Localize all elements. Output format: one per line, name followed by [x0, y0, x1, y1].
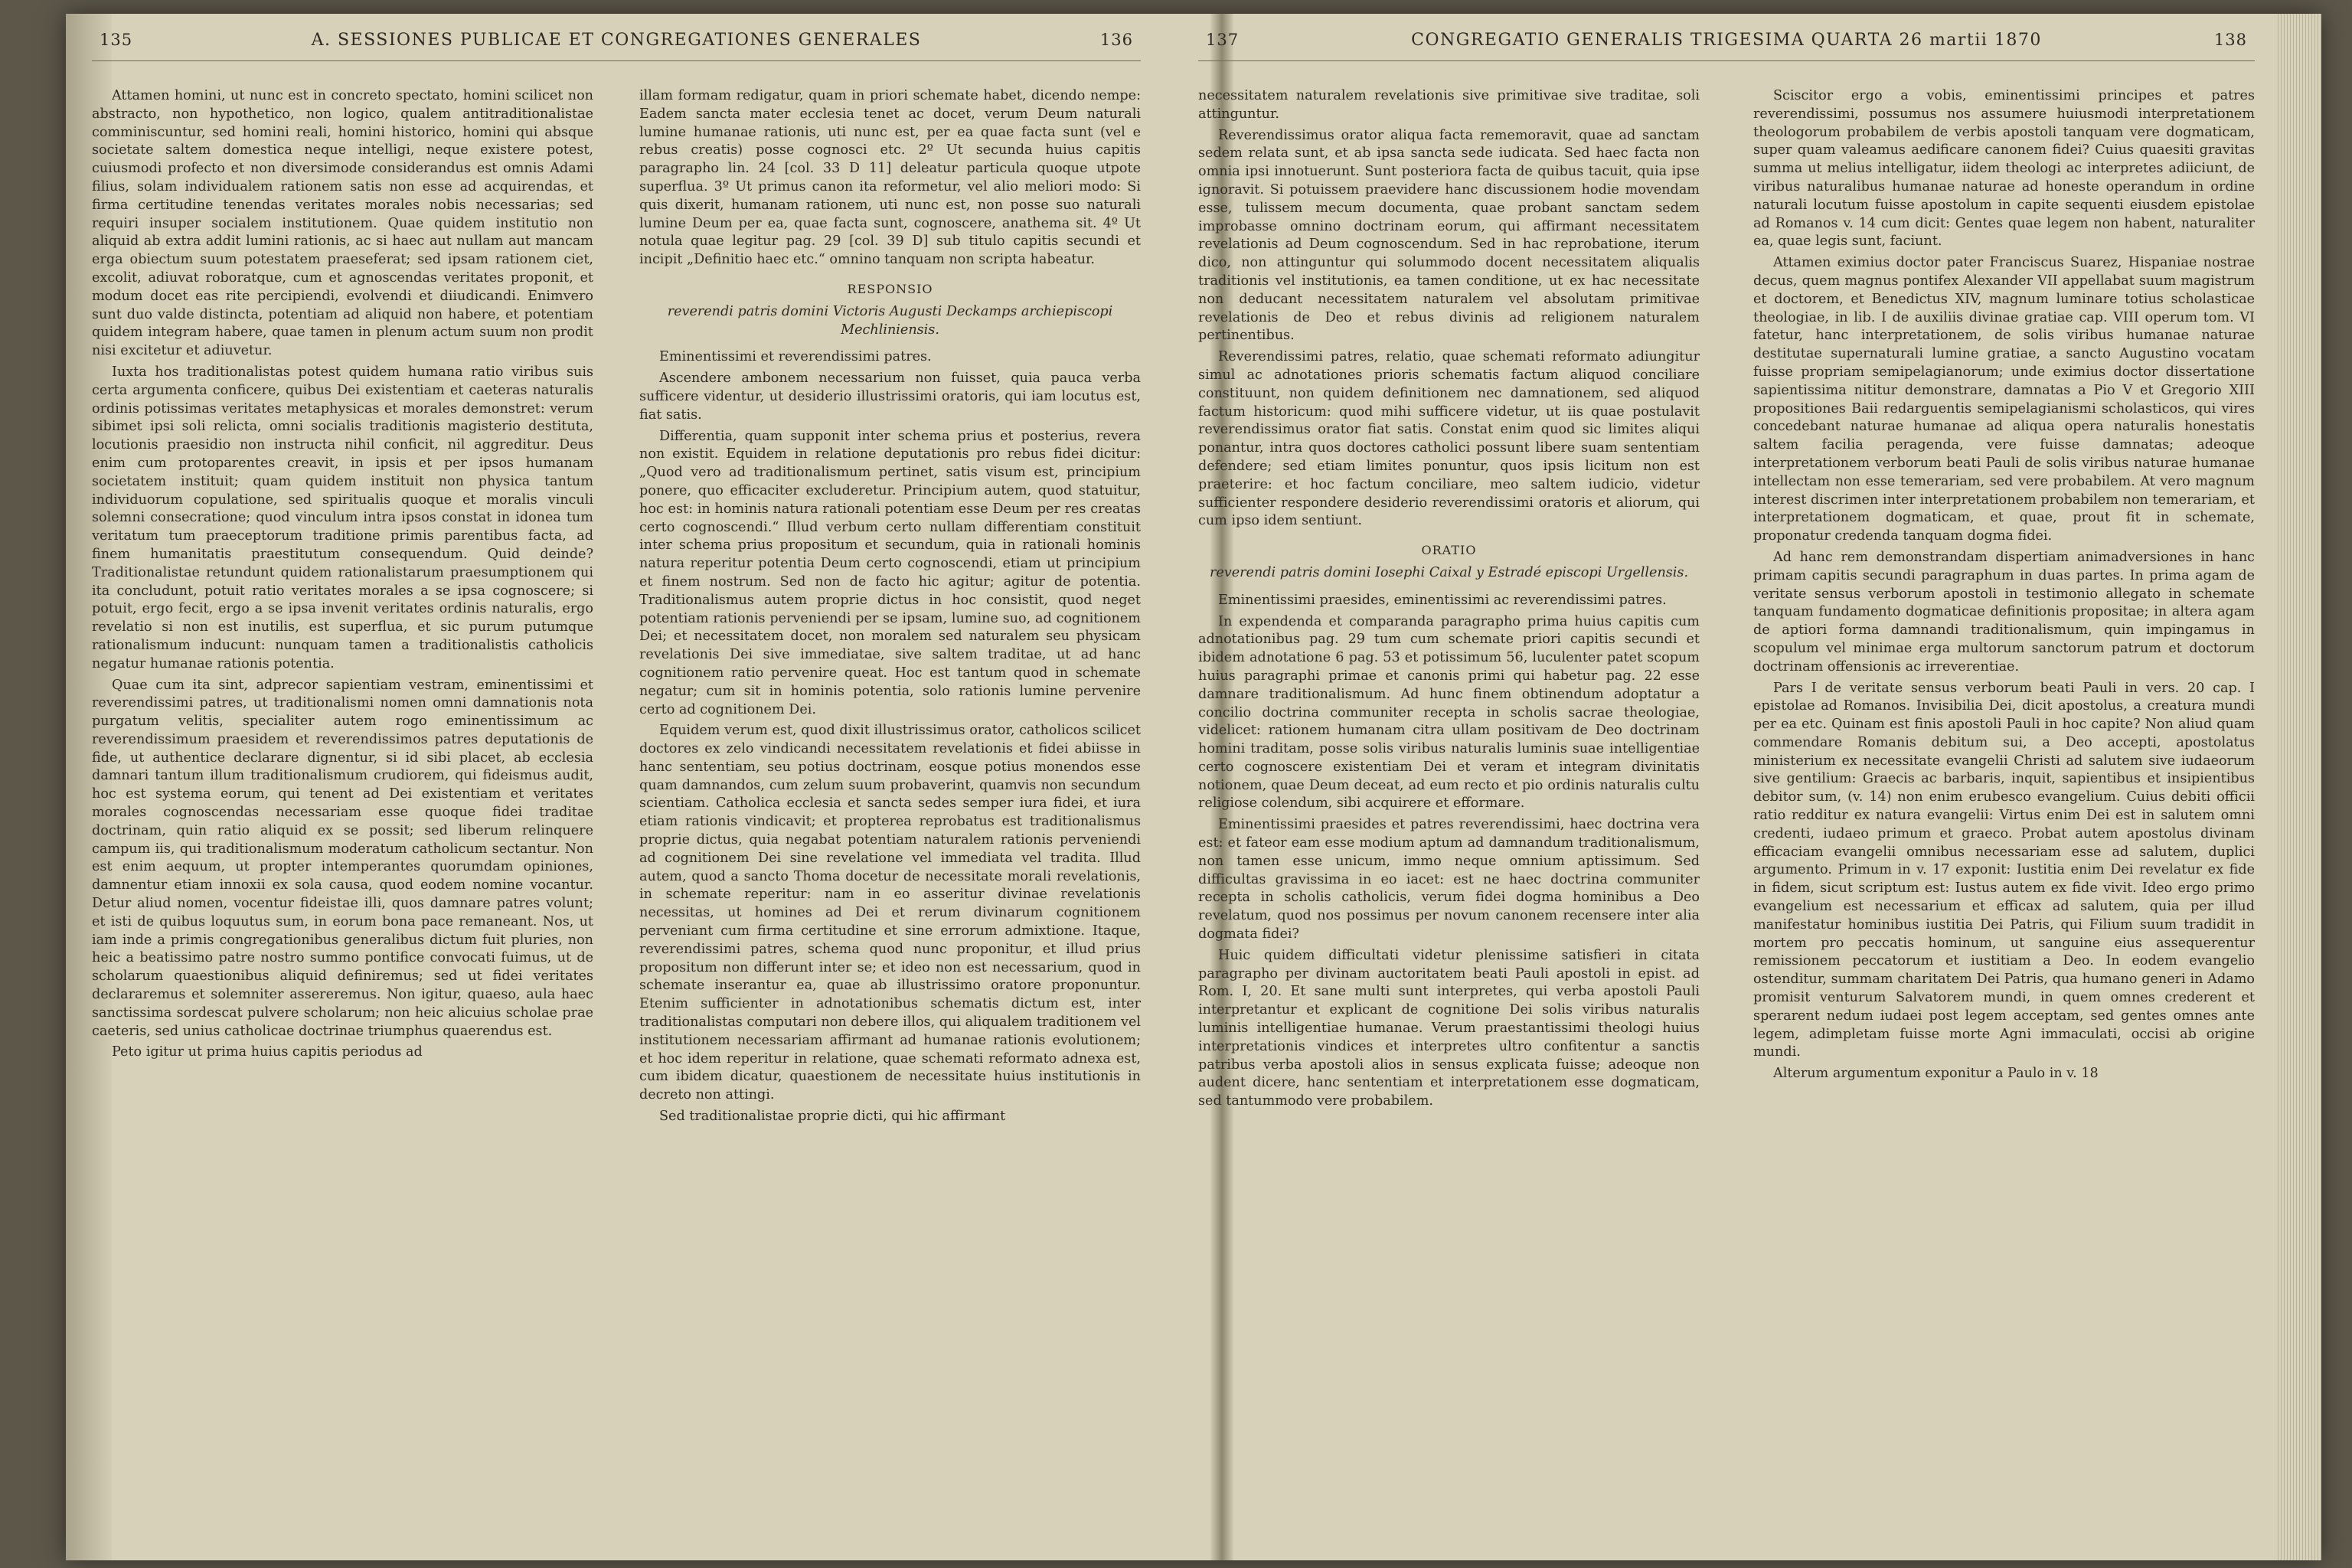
- paragraph: Ad hanc rem demonstrandam dispertiam animadversiones in hanc primam capitis secundi paragraphum in duas partes. In prima agam de veritate sensus verborum apostoli in testimonio allegato in schemate tanquam fundamento dogmaticae definitionis propositae; in altera agam de aptiori forma damnandi traditionalismum, quin impingamus in scopulum vel minimae erga multorum sanctorum patrum et doctorum doctrinam offensionis ac irreverentiae.: [1753, 549, 2255, 675]
- paragraph: Attamen eximius doctor pater Franciscus Suarez, Hispaniae nostrae decus, quem magnus pontifex Alexander VII appellabat suum magistrum et doctorem, et Benedictus XIV, magnum luminare totius scholasticae theologiae, in lib. I de auxiliis divinae gratiae cap. VIII operum tom. VI fatetur, hanc interpretationem, de solis viribus humanae naturae destitutae supernaturali lumine gratiae, a sancto Augustino vocatam fuisse propriam semipelagianorum; unde eximius doctor dissertatione sapientissima nititur demonstrare, damnatas a Pio V et Gregorio XIII propositiones Baii redarguentis semipelagianismi scholasticos, qui vires concedebant naturae humanae ad aliqua opera naturalis honestatis saltem facilia peragenda, vere fuisse damnatas; adeoque interpretationem verborum beati Pauli de solis viribus naturae humanae intellectam non esse temerariam, sed vere probabilem. At vero magnum interest discrimen inter interpretationem probabilem non temerariam, et interpretationem dogmaticam, et quae, prout fit in schemate, proponatur credenda tanquam dogma fidei.: [1753, 255, 2255, 544]
- right-running-head: [1198, 31, 2255, 61]
- paragraph: Differentia, quam supponit inter schema prius et posterius, revera non existit. Equidem in relatione deputationis pro rebus fidei dicitur: „Quod vero ad traditionalismum pertinet, satis visum est, principium ponere, quo efficaciter excluderetur. Principium autem, quod statuitur, hoc est: in hominis natura rationali potentiam esse Deum per res creatas certo cognoscendi.“ Illud verbum certo nullam differentiam constituit inter schema prius propositum et secundum, quia in rationali hominis natura reperitur potentia Deum certo cognoscendi, etiam ut principium et finem nostrum. Sed non de facto hic agitur; agitur de potentia. Traditionalismus autem proprie dictus in hoc consistit, quod neget potentiam rationis perveniendi per se ipsam, lumine suo, ad cognitionem Dei; et necessitatem docet, non moralem sed naturalem seu physicam revelationis Dei sive immediatae, sive saltem traditae, ut ad hanc cognitionem ratio pervenire queat. Hoc est tantum quod in schemate negatur; cum sit in hominis potentia, solo rationis lumine pervenire certo ad cognitionem Dei.: [639, 428, 1141, 717]
- right-page: [1198, 31, 2255, 1545]
- paragraph: necessitatem naturalem revelationis sive primitivae sive traditae, soli attinguntur.: [1198, 88, 1700, 122]
- paragraph: Peto igitur ut prima huius capitis periodus ad: [112, 1044, 423, 1060]
- paragraph: In expendenda et comparanda paragrapho prima huius capitis cum adnotationibus pag. 29 tum cum schemate priori capitis secundi et ibidem adnotatione 6 pag. 53 et potissimum 56, luculenter patet scopum huius paragraphi primae et canonis primi qui habetur pag. 22 esse damnare traditionalismum. Ad hunc finem obtinendum adoptatur a concilio doctrina communiter recepta in scholis sacrae theologiae, videlicet: rationem humanam citra ullam positivam de Deo doctrinam homini traditam, posse solis viribus naturalis luminis suae intelligentiae certo cognoscere existentiam Dei et veram et integram divinitatis notionem, quae Deum deceat, ad eum recto et pio ordinis naturalis cultu religiose colendum, sibi acquirere et efformare.: [1198, 613, 1700, 812]
- paragraph: Alterum argumentum exponitur a Paulo in v. 18: [1773, 1066, 2099, 1082]
- paragraph: illam formam redigatur, quam in priori schemate habet, dicendo nempe: Eadem sancta mater ecclesia tenet ac docet, verum Deum naturali lumine humanae rationis, uti nunc est, per ea quae facta sunt (vel e rebus creatis) posse cognosci etc. 2º Ut secunda huius capitis paragrapho lin. 24 [col. 33 D 11] deleatur particula quoque utpote superflua. 3º Ut primus canon ita reformetur, vel alio meliori modo: Si quis dixerit, humanam rationem, uti nunc est, non posse suo naturali lumine Deum per ea, quae facta sunt, cognoscere, anathema sit. 4º Ut notula quae legitur pag. 29 [col. 39 D] sub titulo capitis secundi et incipit „Definitio haec etc.“ omnino tanquam non scripta habeatur.: [639, 88, 1141, 268]
- paragraph: Reverendissimus orator aliqua facta rememoravit, quae ad sanctam sedem relata sunt, et ab ipsa sancta sede iudicata. Sed haec facta non omnia ipsi innotuerunt. Sunt posteriora facta de quibus tacuit, quia ipse ignoravit. Si potuissem praevidere hanc discussionem hodie movendam esse, tulissem mecum documenta, quae probant sanctam sedem improbasse omnino doctrinam eorum, qui affirmant necessitatem revelationis ad Deum cognoscendum. Sed in hac reprobatione, iterum dico, non attinguntur qui solummodo docent necessitatem aliqualis traditionis vel institutionis, ea tamen conditione, ut ex hac necessitate non deducant necessitatem naturalem vel absolutam primitivae revelationis de Deo et rebus divinis ad religionem naturalem pertinentibus.: [1198, 127, 1700, 344]
- paragraph: Eminentissimi praesides, eminentissimi ac reverendissimi patres.: [1218, 592, 1667, 608]
- paragraph: Sed traditionalistae proprie dicti, qui hic affirmant: [659, 1109, 1006, 1125]
- left-running-title: A. SESSIONES PUBLICAE ET CONGREGATIONES GENERALES: [311, 31, 922, 50]
- paragraph: Attamen homini, ut nunc est in concreto spectato, homini scilicet non abstracto, non hypothetico, non logico, qualem antitraditionalistae comminiscuntur, sed homini reali, homini historico, homini qui absque societate saltem domestica neque intelligi, neque existere potest, cuiusmodi profecto et non diversimode considerandus est omnis Adami filius, solam individualem rationem satis non esse ad acquirendas, et firma certitudine tenendas veritates morales nobis necessarias; sed requiri insuper socialem institutionem. Quae quidem institutio non aliquid ab extra addit lumini rationis, ac si haec aut nullam aut mancam erga obiectum suum potestatem praeseferat; sed ipsam rationem ciet, excolit, adiuvat roboratque, cum et agnoscendas veritates proponit, et modum docet eas rite percipiendi, evolvendi et diiudicandi. Enimvero sunt duo valde distincta, potentiam ad aliquid non habere, et potentiam quidem integram habere, quae tamen in plenum actum suum non prodit nisi excitetur et adiuvetur.: [92, 88, 593, 359]
- left-page: [92, 31, 1141, 1545]
- right-page-number-outer: 137: [1206, 31, 1240, 49]
- right-column-1: [1198, 87, 1700, 1114]
- right-running-title: CONGREGATIO GENERALIS TRIGESIMA QUARTA 26 martii 1870: [1411, 31, 2042, 50]
- paragraph: Pars I de veritate sensus verborum beati Pauli in vers. 20 cap. I epistolae ad Romanos. Invisibilia Dei, dicit apostolus, a creatura mundi per ea etc. Quinam est finis apostoli Pauli in hoc capite? Non aliud quam commendare Romanis debitum sui, a Deo accepti, apostolatus ministerium ex necessitate evangelii Christi ad salutem sive iudaeorum sive gentilium: Graecis ac barbaris, inquit, sapientibus et insipientibus debitor sum, (v. 14) non enim erubesco evangelium. Cuius debiti officii ratio redditur ex natura evangelii: Virtus enim Dei est in salutem omni credenti, iudaeo primum et graeco. Probat autem apostolus divinam efficaciam evangelii omnibus necessariam esse ad salutem, duplici argumento. Primum in v. 17 exponit: Iustitia enim Dei revelatur ex fide in fidem, sicut scriptum est: Iustus autem ex fide vivit. Ideo ergo primo evangelium est necessarium et efficax ad salutem, quia per illud manifestatur hominibus iustitia Dei Patris, qui Filium suum tradidit in mortem pro peccatis hominum, ut sanguine eius assequerentur remissionem peccatorum et iustitiam a Deo. In eodem evangelio ostenditur, summam charitatem Dei Patris, qua humano generi in Adamo promisit venturum Salvatorem mundi, in quem omnes crederent et sperarent nedum iudaei post legem acceptam, sed gentes omnes ante legem, adimpletam fuisse morte Agni immaculati, occisi ab origine mundi.: [1753, 680, 2255, 1060]
- paragraph: Equidem verum est, quod dixit illustrissimus orator, catholicos scilicet doctores ex zelo vindicandi necessitatem revelationis et fidei abiisse in hanc sententiam, seu potius doctrinam, eosque potius monendos esse quam damnandos, cum zelum suum probaverint, quamvis non secundum scientiam. Catholica ecclesia et sancta sedes semper iura fidei, et iura etiam rationis vindicavit; et propterea reprobatus est traditionalismus proprie dictus, quia negabat potentiam naturalem rationis perveniendi ad cognitionem Dei sine revelatione vel immediata vel tradita. Illud autem, quod a sancto Thoma docetur de necessitate morali revelationis, in schemate reperitur: nam in eo asseritur divinae revelationis necessitas, ut homines ad Dei et rerum divinarum cognitionem perveniant cum firma certitudine et sine errorum admixtione. Itaque, reverendissimi patres, schema quod nunc proponitur, et illud prius propositum non differunt inter se; et ideo non est necessarium, quod in schemate inserantur ea, quae ab illustrissimo oratore proponuntur. Etenim sufficienter in adnotationibus schematis dictum est, inter traditionalistas computari non debere illos, qui aliqualem traditionem vel institutionem necessariam affirmant ad humanae rationis evolutionem; et hoc idem reperitur in relatione, quae schemati reformato adnexa est, cum ibidem dicatur, quaestionem de necessitate huius institutionis in decreto non attingi.: [639, 723, 1141, 1103]
- section-heading: RESPONSIO: [847, 281, 933, 296]
- paragraph: Ascendere ambonem necessarium non fuisset, quia pauca verba sufficere videntur, ut desiderio illustrissimi oratoris, qui iam locutus est, fiat satis.: [639, 371, 1141, 423]
- paragraph: Iuxta hos traditionalistas potest quidem humana ratio viribus suis certa argumenta conficere, quibus Dei existentiam et caeteras naturalis ordinis potissimas veritates metaphysicas et morales demonstret: verum sibimet ipsi soli relicta, omni socialis traditionis magisterio destituta, locutionis praesidio non instructa nihil conficit, nil aggreditur. Deus enim cum protoparentes creavit, in ipsis et per ipsos humanam societatem instituit; quam quidem instituit non physica tantum individuorum copulatione, sed spiritualis quoque et moralis vinculi solemni consecratione; quod vinculum intra ipsos constat in idonea tum veritatum tum praeceptorum traditione primis parentibus facta, ad finem humanitatis praestitutum consequendum. Quid deinde? Traditionalistae retundunt quidem rationalistarum praesumptionem qui ita concludunt, potuit ratio veritates morales a se ipsa cognoscere; si potuit, ergo fecit, ergo a se ipsa invenit veritates ordinis naturalis, ergo revelatio si non est inutilis, est superflua, et sic purum putumque rationalismum inducunt: nunquam tamen a traditionalistis catholicis negatur humanae rationis potentia.: [92, 364, 593, 671]
- left-page-number-outer: 135: [100, 31, 133, 49]
- section-subheading: reverendi patris domini Iosephi Caixal y Estradé episcopi Urgellensis.: [1209, 564, 1689, 580]
- right-column-2: [1753, 87, 2255, 1114]
- section-subheading: reverendi patris domini Victoris Augusti Deckamps archiepiscopi Mechliniensis.: [667, 303, 1113, 338]
- paragraph: Eminentissimi et reverendissimi patres.: [659, 349, 932, 365]
- paragraph: Reverendissimi patres, relatio, quae schemati reformato adiungitur simul ac adnotationes prioris schematis factum aliquod conciliare constituunt, non quidem definitionem nec damnationem, sed aliquod factum historicum: quod mihi sufficere videtur, ut iis quae postulavit reverendissimus orator fiat satis. Constat enim quod sic limites aliqui ponantur, intra quos doctores catholici possunt libere suam sententiam defendere; sed etiam limites ponuntur, quos ipsis licitum non est praeterire: et hoc factum conciliare, meo saltem iudicio, videtur sufficienter respondere desiderio reverendissimi oratoris et aliorum, qui cum ipso idem sentiunt.: [1198, 349, 1700, 529]
- right-page-number-inner: 138: [2213, 31, 2247, 49]
- section-heading: ORATIO: [1421, 543, 1477, 558]
- left-column-2: [639, 87, 1141, 1129]
- paragraph: Quae cum ita sint, adprecor sapientiam vestram, eminentissimi et reverendissimi patres, ut traditionalismi nomen omni damnationis nota purgatum velitis, specialiter autem rogo eminentissimum ac reverendissimum praesidem et reverendissimos patres deputationis de fide, ut authentice declarare dignentur, si id sibi placet, ab ecclesia damnari tantum illum traditionalismum crudiorem, qui fideismus audit, hoc est systema eorum, qui tenent ad Dei existentiam et veritates morales cognoscendas necessariam esse quoque fidei traditae doctrinam, quin ratio aliquid ex se possit; sed liberum relinquere campum iis, qui traditionalismum moderatum catholicum sectantur. Non est enim aequum, ut propter intemperantes quorumdam opiniones, damnentur etiam innoxii ex sola causa, quod eodem nomine vocantur. Detur aliud nomen, vocentur fideistae illi, quos damnare patres volunt; et isti de quibus loquutus sum, in eorum bona pace remaneant. Nos, ut iam inde a primis congregationibus generalibus dictum fuit pluries, non heic a beatissimo patre nostro summo pontifice convocati fuimus, ut de scholarum quaestionibus aliquid definiremus; sed ut fidei veritates declararemus et solemniter assereremus. Non igitur, quaeso, aula haec sanctissima sordescat pulvere scholarum; non heic alicuius scholae prae caeteris, sed unius catholicae doctrinae triumphus quaerendus est.: [92, 677, 593, 1039]
- paragraph: Eminentissimi praesides et patres reverendissimi, haec doctrina vera est: et fateor eam esse modium aptum ad damnandum traditionalismum, non tamen esse unicum, immo neque omnium aptissimum. Sed difficultas gravissima in eo iacet: est ne haec doctrina communiter recepta in scholis catholicis, verum fidei dogma hominibus a Deo revelatum, quod nos possimus per novum canonem recensere inter alia dogmata fidei?: [1198, 817, 1700, 942]
- right-page-edge: [2275, 14, 2321, 1560]
- left-running-head: [92, 31, 1141, 61]
- paragraph: Huic quidem difficultati videtur plenissime satisfieri in citata paragrapho per divinam auctoritatem beati Pauli apostoli in epist. ad Rom. I, 20. Et sane multi sunt interpretes, qui verba apostoli Pauli interpretantur et explicant de cognitione Dei solis viribus naturalis luminis intelligentiae humanae. Verum praestantissimi theologi huius interpretationis vindices et interpretes ultro confitentur a sanctis patribus verba apostoli alios in sensus explicata fuisse; adeoque non audent dicere, hanc sententiam et interpretationem esse dogmaticam, sed tantummodo vere probabilem.: [1198, 947, 1700, 1109]
- left-page-number-inner: 136: [1099, 31, 1133, 49]
- paragraph: Sciscitor ergo a vobis, eminentissimi principes et patres reverendissimi, possumus nos assumere huiusmodi interpretationem theologorum probabilem de verbis apostoli tanquam vere dogmaticam, super quam valeamus aedificare canonem fidei? Cuius quaesiti gravitas summa ut melius intelligatur, iidem theologi ac interpretes adiiciunt, de viribus naturalibus humanae naturae ad honeste operandum in ordine naturali locutum fuisse apostolum in capite sequenti eiusdem epistolae ad Romanos v. 14 cum dicit: Gentes quae legem non habent, naturaliter ea, quae legis sunt, faciunt.: [1753, 88, 2255, 250]
- left-column-1: [92, 87, 593, 1129]
